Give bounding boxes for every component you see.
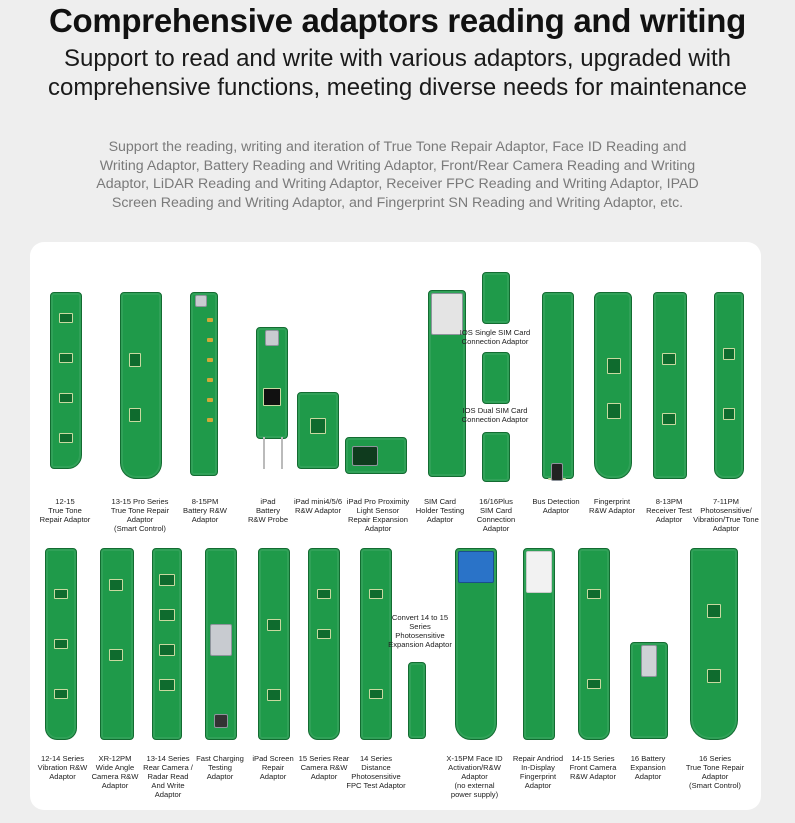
board-face-id-x-15pm xyxy=(455,548,497,740)
label-row1-1: 12-15 True Tone Repair Adaptor xyxy=(39,497,91,524)
label-row2-2: XR-12PM Wide Angle Camera R&W Adaptor xyxy=(91,754,139,790)
board-sim-connection-16 xyxy=(482,432,510,482)
board-ipad-screen-repair xyxy=(258,548,290,740)
label-convert-14-15: Convert 14 to 15 Series Photosensitive Expansion Adaptor xyxy=(388,613,452,649)
label-row1-3: 8-15PM Battery R&W Adaptor xyxy=(183,497,227,524)
board-fast-charging xyxy=(205,548,237,740)
board-wide-angle-xr-12pm xyxy=(100,548,134,740)
label-row1-6: iPad Pro Proximity Light Sensor Repair Expansion Adaptor xyxy=(346,497,410,533)
board-battery-expansion-16 xyxy=(630,642,668,739)
label-row2-6: 15 Series Rear Camera R&W Adaptor xyxy=(298,754,350,781)
label-row1-12: 7-11PM Photosensitive/ Vibration/True Tone Adaptor xyxy=(693,497,759,533)
board-sim-connection-dual xyxy=(482,352,510,404)
board-rear-camera-13-14 xyxy=(152,548,182,740)
label-row1-8: 16/16Plus SIM Card Connection Adaptor xyxy=(476,497,516,533)
label-row2-12: 16 Series True Tone Repair Adaptor (Smart Control) xyxy=(685,754,745,790)
board-ipad-pro-proximity xyxy=(345,437,407,474)
board-android-fingerprint xyxy=(523,548,555,740)
label-row1-2: 13-15 Pro Series True Tone Repair Adaptor (Smart Control) xyxy=(110,497,170,533)
label-row1-5: iPad mini4/5/6 R&W Adaptor xyxy=(293,497,343,515)
board-ipad-battery-probe xyxy=(256,327,288,439)
board-front-camera-14-15 xyxy=(578,548,610,740)
label-row2-5: iPad Screen Repair Adaptor xyxy=(252,754,294,781)
label-row1-7: SIM Card Holder Testing Adaptor xyxy=(415,497,465,524)
board-receiver-8-13pm xyxy=(653,292,687,479)
label-row1-11: 8-13PM Receiver Test Adaptor xyxy=(646,497,692,524)
label-row1-4: iPad Battery R&W Probe xyxy=(247,497,289,524)
board-true-tone-13-15-pro xyxy=(120,292,162,479)
board-photosensitive-7-11pm xyxy=(714,292,744,479)
label-row2-3: 13-14 Series Rear Camera / Radar Read And Write Adaptor xyxy=(143,754,193,799)
label-row2-10: 14-15 Series Front Camera R&W Adaptor xyxy=(569,754,617,781)
label-row2-4: Fast Charging Testing Adaptor xyxy=(196,754,244,781)
board-battery-8-15pm xyxy=(190,292,218,476)
board-convert-14-15 xyxy=(408,662,426,739)
board-true-tone-12-15 xyxy=(50,292,82,469)
board-bus-detection xyxy=(542,292,574,479)
board-vibration-12-14 xyxy=(45,548,77,740)
label-row2-9: Repair Andriod In-Display Fingerprint Adaptor xyxy=(512,754,564,790)
board-ipad-mini xyxy=(297,392,339,469)
board-true-tone-16 xyxy=(690,548,738,740)
label-ios-single-sim: IOS Single SIM Card Connection Adaptor xyxy=(459,328,531,346)
page-description: Support the reading, writing and iteration of True Tone Repair Adaptor, Face ID Reading and Writing Adaptor, Battery Reading and Writing Adaptor, Front/Rear Camera Reading and Writing Adaptor, LiDAR Reading and Writing Adaptor, Receiver FPC Reading and Writing Adaptor, IPAD Screen Reading and Writing Adaptor, and Fingerprint SN Reading and Writing Adaptor, etc. xyxy=(96,139,699,211)
label-row2-8: X-15PM Face ID Activation/R&W Adaptor (no external power supply) xyxy=(446,754,503,799)
board-fingerprint xyxy=(594,292,632,479)
label-row2-7: 14 Series Distance Photosensitive FPC Test Adaptor xyxy=(346,754,406,790)
board-sim-holder xyxy=(428,290,466,477)
label-ios-dual-sim: IOS Dual SIM Card Connection Adaptor xyxy=(461,406,529,424)
page-title: Comprehensive adaptors reading and writing xyxy=(48,2,747,39)
board-sim-connection-single xyxy=(482,272,510,324)
label-row2-11: 16 Battery Expansion Adaptor xyxy=(630,754,666,781)
page-subtitle: Support to read and write with various adaptors, upgraded with comprehensive functions, meeting diverse needs for maintenance xyxy=(47,45,748,101)
label-row1-9: Bus Detection Adaptor xyxy=(532,497,580,515)
board-rear-camera-15 xyxy=(308,548,340,740)
label-row1-10: Fingerprint R&W Adaptor xyxy=(588,497,635,515)
board-ipad-probe-pins xyxy=(263,437,283,469)
label-row2-1: 12-14 Series Vibration R&W Adaptor xyxy=(37,754,88,781)
product-panel xyxy=(30,242,761,810)
